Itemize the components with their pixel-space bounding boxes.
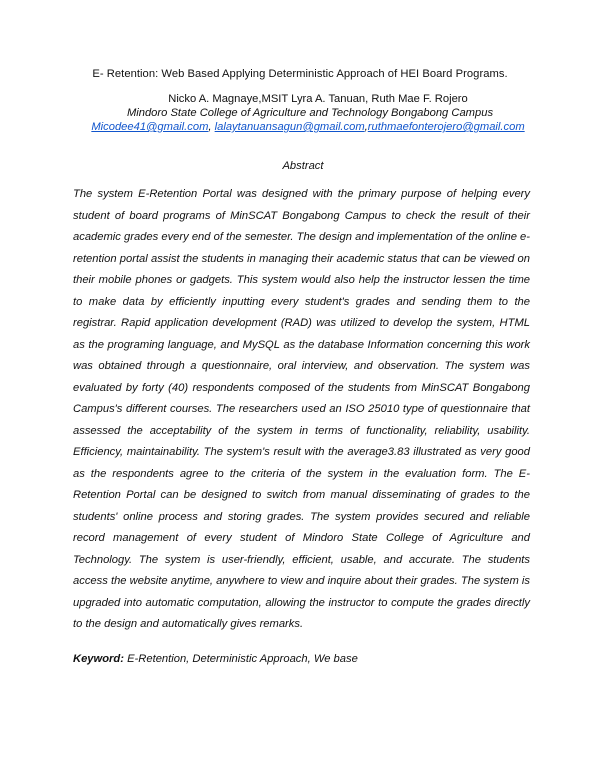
- keywords-label: Keyword:: [73, 653, 124, 665]
- email-link-3[interactable]: ruthmaefonterojero@gmail.com: [367, 121, 525, 133]
- keywords-text: E-Retention, Deterministic Approach, We base: [123, 653, 358, 665]
- author-emails: [0, 121, 600, 133]
- email-link-1[interactable]: Micodee41@gmail.com: [91, 121, 209, 133]
- keywords-line: [73, 653, 530, 665]
- paper-title: E- Retention: Web Based Applying Deterministic Approach of HEI Board Programs.: [92, 68, 508, 80]
- email-separator-1: ,: [208, 121, 215, 133]
- email-link-2[interactable]: lalaytanuansagun@gmail.com: [214, 121, 365, 133]
- paper-authors: Nicko A. Magnaye,MSIT Lyra A. Tanuan, Ruth Mae F. Rojero: [168, 93, 468, 105]
- abstract-heading: Abstract: [282, 160, 324, 172]
- paper-affiliation: Mindoro State College of Agriculture and Technology Bongabong Campus: [126, 107, 494, 119]
- abstract-body: The system E-Retention Portal was designed with the primary purpose of helping every student of board programs of MinSCAT Bongabong Campus to check the result of their academic grades every end of the semester. The design and implementation of the online e-retention portal assist the students in managing their academic status that can be viewed on their mobile phones or gadgets. This system would also help the instructor lessen the time to make data by efficiently inputting every student's grades and sending them to the registrar. Rapid application development (RAD) was utilized to develop the system, HTML as the programing language, and MySQL as the database Information concerning this work was obtained through a questionnaire, oral interview, and observation. The system was evaluated by forty (40) respondents composed of the students from MinSCAT Bongabong Campus's different courses. The researchers used an ISO 25010 type of questionnaire that assessed the acceptability of the system in terms of functionality, reliability, usability. Efficiency, maintainability. The system's result with the average3.83 illustrated as very good as the respondents agree to the criteria of the system in the evaluation form. The E-Retention Portal can be designed to switch from manual disseminating of grades to the students' online process and storing grades. The system provides secured and reliable record management of every student of Mindoro State College of Agriculture and Technology. The system is user-friendly, efficient, usable, and accurate. The students access the website anytime, anywhere to view and inquire about their grades. The system is upgraded into automatic computation, allowing the instructor to compute the grades directly to the design and automatically gives remarks.: [73, 188, 530, 630]
- email-separator-2: ,: [364, 121, 368, 133]
